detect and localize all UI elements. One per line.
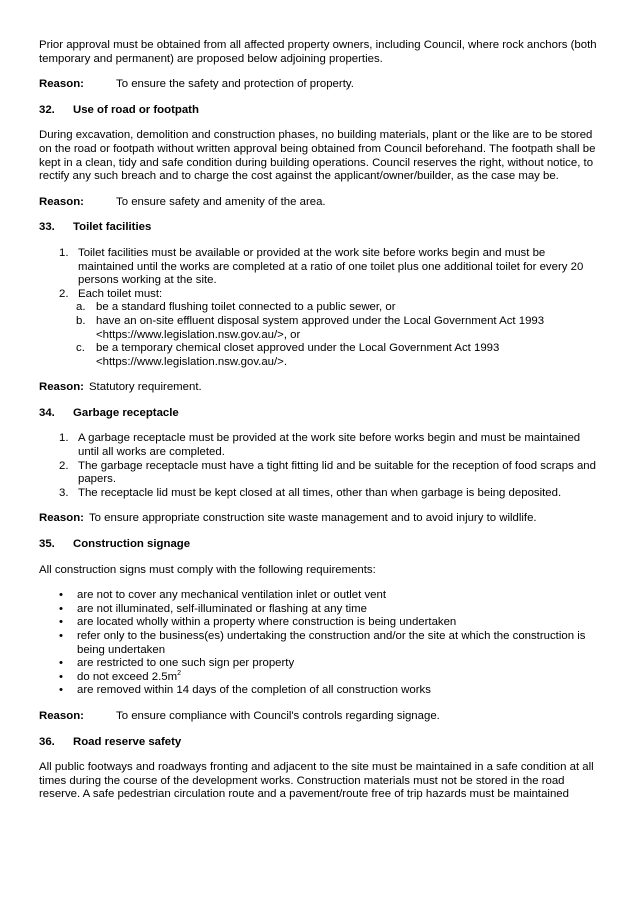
toilet-type-sublist [39, 301, 604, 369]
reason-text: To ensure safety and amenity of the area. [116, 195, 326, 208]
bullet-icon: • [59, 670, 63, 683]
reason-label: Reason: [39, 195, 84, 208]
section-number: 33. [39, 221, 55, 234]
sub-list-container [39, 301, 604, 369]
section-number: 35. [39, 538, 55, 551]
section-number: 32. [39, 103, 55, 116]
reason-32 [39, 196, 604, 210]
reason-label: Reason: [39, 709, 84, 722]
section-35-intro: All construction signs must comply with the following requirements: [39, 563, 376, 576]
bullet-icon: • [59, 657, 63, 670]
bullet-item [39, 616, 604, 630]
reason-text: To ensure the safety and protection of property. [116, 78, 354, 91]
section-32-heading [39, 104, 604, 118]
reason-33 [39, 381, 604, 395]
section-35-heading [39, 538, 604, 552]
list-item-text: Toilet facilities must be available or provided at the work site before works begin and must be maintained until the works are completed at a ratio of one toilet plus one additional toilet for every 20 persons working at the site. [78, 246, 584, 287]
section-title: Use of road or footpath [73, 103, 199, 116]
sub-list-item [39, 342, 604, 369]
list-item-number: 1. [59, 246, 69, 259]
sub-list-item-letter: c. [76, 342, 85, 355]
sub-list-item-text: be a temporary chemical closet approved under the Local Government Act 1993 <https://www.legislation.nsw.gov.au/>. [96, 342, 500, 368]
list-item [39, 247, 604, 288]
bullet-text: are located wholly within a property where construction is being undertaken [77, 616, 457, 629]
sub-list-item-letter: b. [76, 314, 86, 327]
list-item [39, 288, 604, 302]
list-item-text: Each toilet must: [78, 287, 163, 300]
section-number: 36. [39, 735, 55, 748]
list-item-number: 2. [59, 459, 69, 472]
bullet-item [39, 657, 604, 671]
list-item [39, 432, 604, 459]
bullet-text: are not illuminated, self-illuminated or flashing at any time [77, 602, 367, 615]
bullet-text [77, 671, 181, 685]
bullet-text: are restricted to one such sign per property [77, 657, 295, 670]
bullet-item [39, 630, 604, 657]
list-item-text: A garbage receptacle must be provided at the work site before works begin and must be maintained until all works are completed. [78, 432, 581, 459]
section-title: Garbage receptacle [73, 406, 179, 419]
section-36-heading [39, 736, 604, 750]
sub-list-item-text: have an on-site effluent disposal system approved under the Local Government Act 1993 <https://www.legislation.nsw.gov.au/>, or [96, 314, 545, 341]
list-item-text: The receptacle lid must be kept closed at all times, other than when garbage is being deposited. [78, 486, 562, 499]
section-title: Construction signage [73, 538, 191, 551]
reason-35 [39, 710, 604, 724]
sub-list-item [39, 315, 604, 342]
list-item-number: 1. [59, 432, 69, 445]
reason-text: To ensure compliance with Council's controls regarding signage. [116, 709, 440, 722]
section-34-heading [39, 407, 604, 421]
garbage-requirements-list [39, 432, 604, 500]
area-superscript: 2 [177, 669, 181, 677]
reason-label: Reason: [39, 78, 84, 91]
reason-34 [39, 512, 604, 526]
list-item-text: The garbage receptacle must have a tight fitting lid and be suitable for the reception of food scraps and papers. [78, 459, 596, 486]
section-title: Road reserve safety [73, 735, 182, 748]
reason-label: Reason: [39, 381, 84, 394]
reason-31 [39, 78, 604, 92]
signage-requirements-list [39, 589, 604, 698]
bullet-icon: • [59, 589, 63, 602]
reason-text: Statutory requirement. [88, 381, 202, 394]
list-item [39, 460, 604, 487]
list-item [39, 487, 604, 501]
section-number: 34. [39, 406, 55, 419]
bullet-text: are not to cover any mechanical ventilation inlet or outlet vent [77, 589, 386, 602]
bullet-item [39, 603, 604, 617]
bullet-text: refer only to the business(es) undertaking the construction and/or the site at which the construction is being undertaken [77, 630, 586, 656]
list-item-number: 2. [59, 287, 69, 300]
sub-list-item-letter: a. [76, 301, 86, 314]
bullet-icon: • [59, 684, 63, 697]
bullet-icon: • [59, 616, 63, 629]
sub-list-item-text: be a standard flushing toilet connected to a public sewer, or [96, 301, 396, 314]
toilet-requirements-list [39, 247, 604, 369]
section-32-body: During excavation, demolition and construction phases, no building materials, plant or the like are to be stored on the road or footpath without written approval being obtained from Council beforehand. The footpath shall be kept in a clean, tidy and safe condition during building operations. Council reserves the right, without notice, to rectify any such breach and to charge the cost against the applicant/owner/builder, as the case may be. [39, 129, 596, 183]
bullet-icon: • [59, 630, 63, 642]
bullet-item [39, 589, 604, 603]
reason-label: Reason: [39, 512, 84, 525]
bullet-icon: • [59, 602, 63, 615]
sub-list-item [39, 301, 604, 315]
bullet-text: are removed within 14 days of the completion of all construction works [77, 684, 431, 697]
list-item-number: 3. [59, 486, 69, 499]
section-33-heading [39, 221, 604, 235]
reason-text: To ensure appropriate construction site waste management and to avoid injury to wildlife. [88, 512, 537, 525]
bullet-item [39, 671, 604, 685]
area-limit-text: do not exceed 2.5m [77, 670, 178, 683]
section-36-body: All public footways and roadways fronting and adjacent to the site must be maintained in a safe condition at all times during the course of the development works. Construction materials must not be stored in the road reserve. A safe pedestrian circulation route and a pavement/route free of trip hazards must be maintained [39, 761, 594, 801]
document-page [39, 39, 604, 802]
intro-paragraph: Prior approval must be obtained from all affected property owners, including Council, where rock anchors (both temporary and permanent) are proposed below adjoining properties. [39, 39, 597, 65]
bullet-item [39, 684, 604, 698]
section-title: Toilet facilities [73, 221, 152, 234]
